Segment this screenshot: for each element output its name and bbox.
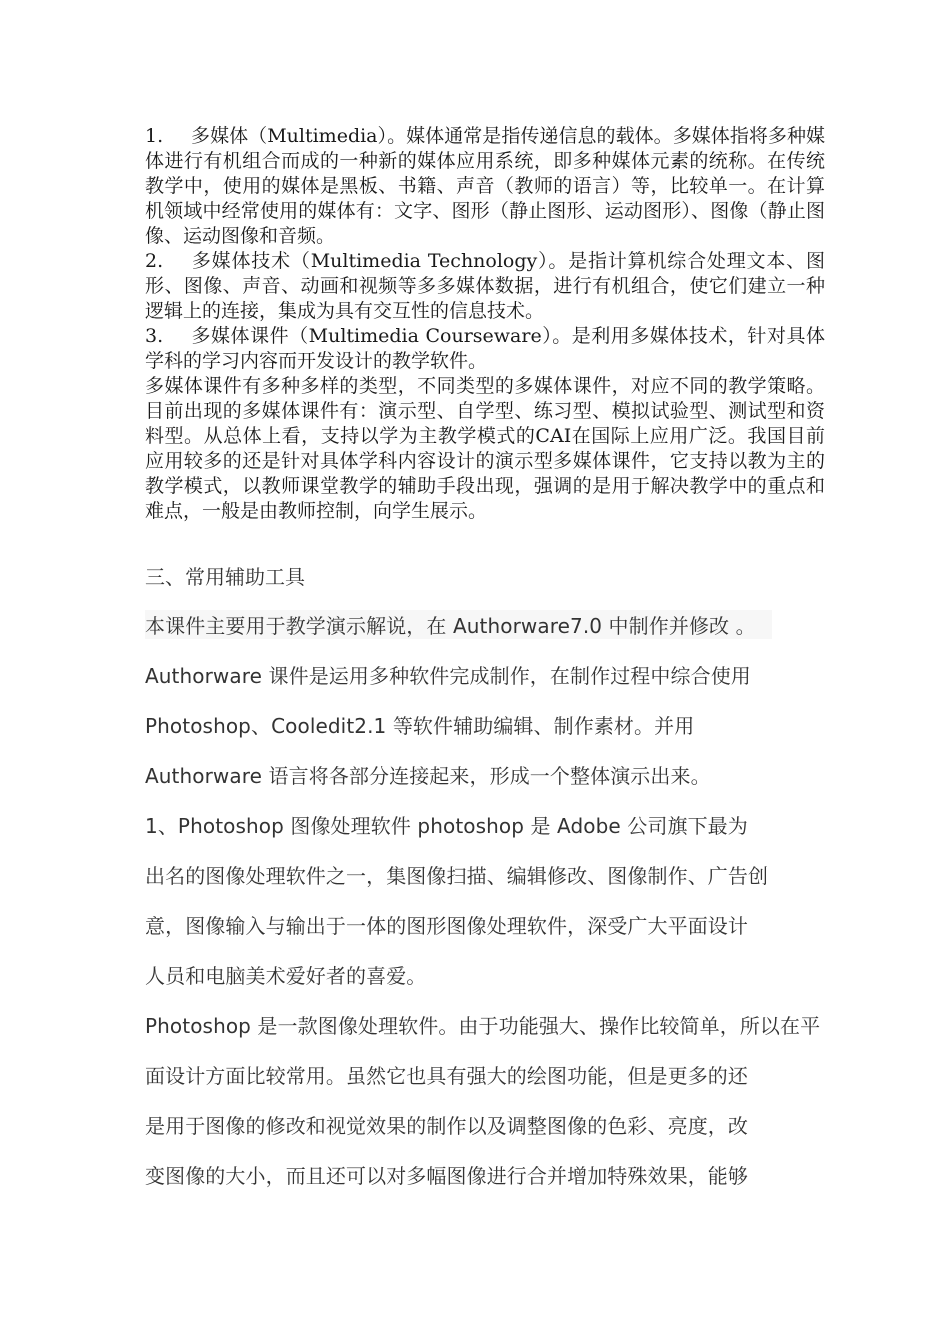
body-line: 面设计方面比较常用。虽然它也具有强大的绘图功能，但是更多的还 [145, 1064, 748, 1088]
section-heading: 三、常用辅助工具 [145, 565, 305, 589]
definition-text: 多媒体技术（Multimedia Technology）。是指计算机综合处理文本、图形、图像、声音、动画和视频等多多媒体数据，进行有机组合，使它们建立一种逻辑上的连接，集成为具有交互性的信息技术。 [145, 250, 825, 322]
body-line: 1、Photoshop 图像处理软件 photoshop 是 Adobe 公司旗下最为 [145, 814, 748, 838]
definitions-block [145, 124, 825, 524]
definition-number: 1. [145, 125, 164, 147]
definition-item-multimedia-courseware [145, 324, 825, 374]
definition-item-multimedia-technology [145, 249, 825, 324]
body-line: 出名的图像处理软件之一，集图像扫描、编辑修改、图像制作、广告创 [145, 864, 769, 888]
body-line: Photoshop 是一款图像处理软件。由于功能强大、操作比较简单，所以在平 [145, 1014, 821, 1038]
body-line: 人员和电脑美术爱好者的喜爱。 [145, 964, 427, 988]
definition-text: 多媒体（Multimedia）。媒体通常是指传递信息的载体。多媒体指将多种媒体进行有机组合而成的一种新的媒体应用系统，即多种媒体元素的统称。在传统教学中，使用的媒体是黑板、书籍、声音（教师的语言）等，比较单一。在计算机领域中经常使用的媒体有：文字、图形（静止图形、运动图形）、图像（静止图像、运动图像和音频。 [145, 125, 825, 247]
body-line: 本课件主要用于教学演示解说，在 Authorware7.0 中制作并修改 。 [145, 610, 772, 639]
definition-text: 多媒体课件（Multimedia Courseware）。是利用多媒体技术，针对具体学科的学习内容而开发设计的教学软件。 [145, 325, 825, 372]
courseware-types-paragraph: 多媒体课件有多种多样的类型，不同类型的多媒体课件，对应不同的教学策略。目前出现的多媒体课件有：演示型、自学型、练习型、模拟试验型、测试型和资料型。从总体上看，支持以学为主教学模式的CAI在国际上应用广泛。我国目前应用较多的还是针对具体学科内容设计的演示型多媒体课件，它支持以教为主的教学模式，以教师课堂教学的辅助手段出现，强调的是用于解决教学中的重点和难点，一般是由教师控制，向学生展示。 [145, 375, 825, 522]
body-line: Authorware 课件是运用多种软件完成制作，在制作过程中综合使用 [145, 664, 751, 688]
body-line: Photoshop、Cooledit2.1 等软件辅助编辑、制作素材。并用 [145, 714, 695, 738]
body-line: 是用于图像的修改和视觉效果的制作以及调整图像的色彩、亮度，改 [145, 1114, 748, 1138]
body-line: Authorware 语言将各部分连接起来，形成一个整体演示出来。 [145, 764, 711, 788]
definition-number: 3. [145, 325, 164, 347]
body-line: 意，图像输入与输出于一体的图形图像处理软件，深受广大平面设计 [145, 914, 748, 938]
definition-item-multimedia [145, 124, 825, 249]
body-line: 变图像的大小，而且还可以对多幅图像进行合并增加特殊效果，能够 [145, 1164, 748, 1188]
definition-number: 2. [145, 250, 164, 272]
